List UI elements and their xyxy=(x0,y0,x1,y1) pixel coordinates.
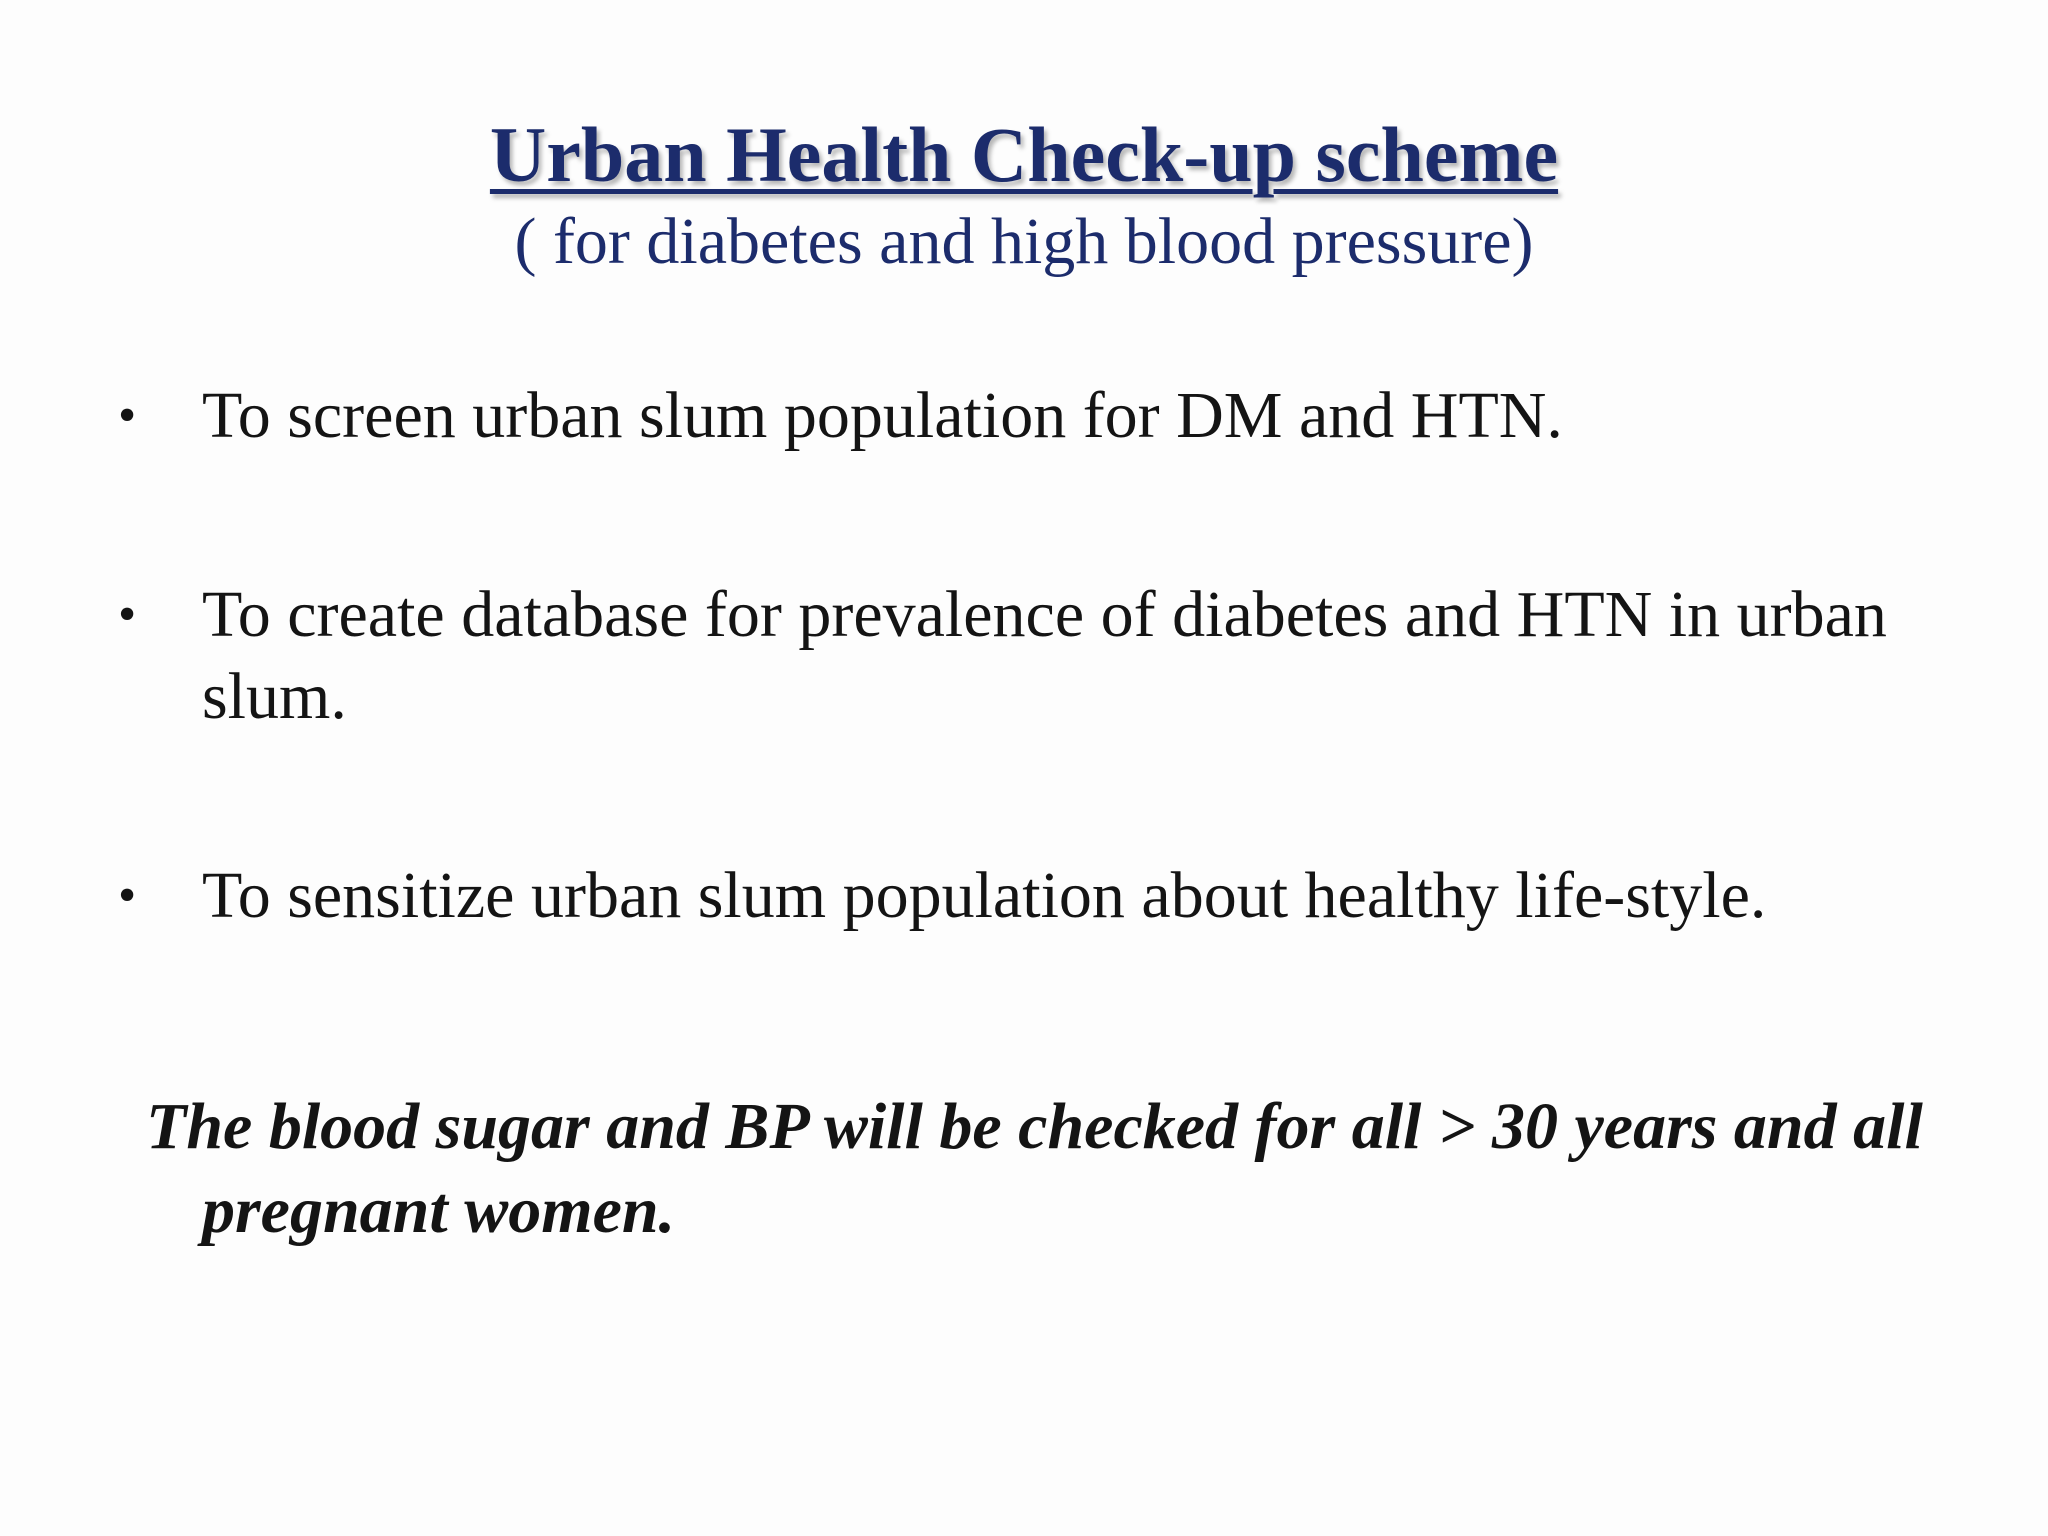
bullet-text: To sensitize urban slum population about healthy life-style. xyxy=(202,859,1767,932)
bullet-item xyxy=(118,855,1898,937)
slide-title xyxy=(0,110,2048,200)
bullet-item xyxy=(118,574,1898,738)
slide-title-text: Urban Health Check-up scheme xyxy=(489,111,1559,198)
bullet-item xyxy=(118,375,1898,457)
bullet-text: To screen urban slum population for DM and HTN. xyxy=(202,379,1563,452)
bullet-icon: • xyxy=(118,867,137,924)
bullet-icon: • xyxy=(118,387,137,444)
emphasis-note: The blood sugar and BP will be checked for all > 30 years and all pregnant women. xyxy=(146,1090,1923,1247)
bullet-icon: • xyxy=(118,586,137,643)
bullet-text: To create database for prevalence of diabetes and HTN in urban slum. xyxy=(202,578,1887,733)
slide-subtitle: ( for diabetes and high blood pressure) xyxy=(514,205,1534,278)
